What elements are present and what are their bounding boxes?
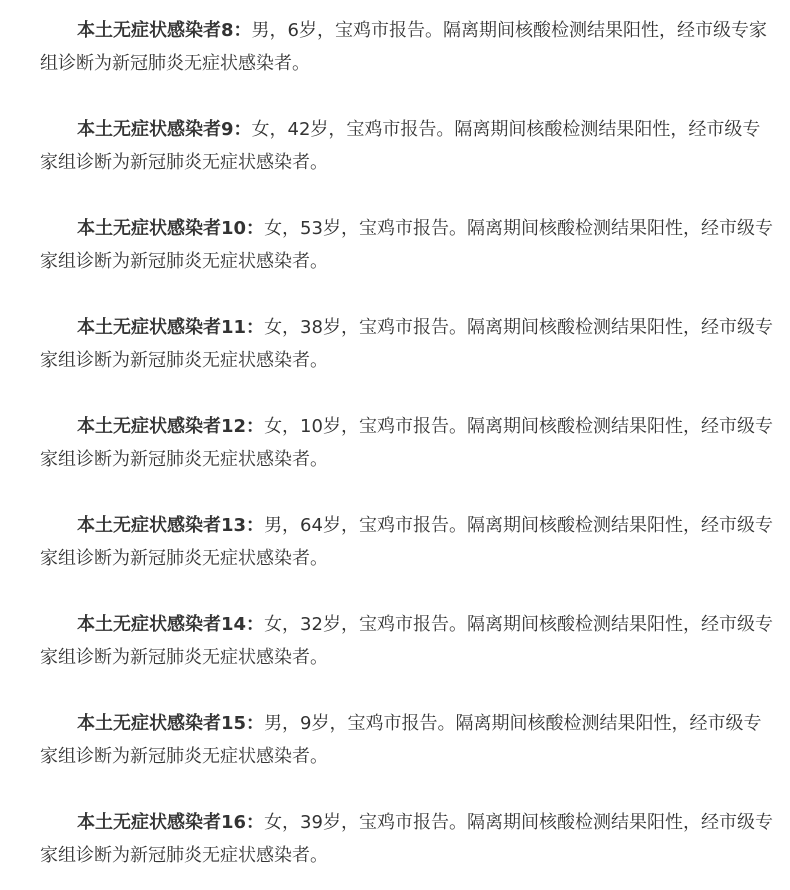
- case-paragraph: [40, 806, 775, 872]
- case-paragraph: [40, 707, 775, 773]
- case-paragraph: [40, 14, 775, 80]
- case-text: 女，39岁，宝鸡市报告。隔离期间核酸检测结果阳性，经市级专家组诊断为新冠肺炎无症状感染者。: [40, 812, 773, 866]
- case-text: 男，6岁，宝鸡市报告。隔离期间核酸检测结果阳性，经市级专家组诊断为新冠肺炎无症状感染者。: [40, 20, 767, 74]
- case-paragraph: [40, 608, 775, 674]
- case-label: 本土无症状感染者9：: [77, 119, 252, 140]
- case-label: 本土无症状感染者10：: [77, 218, 265, 239]
- case-paragraph: [40, 410, 775, 476]
- case-text: 女，38岁，宝鸡市报告。隔离期间核酸检测结果阳性，经市级专家组诊断为新冠肺炎无症状感染者。: [40, 317, 773, 371]
- case-text: 女，42岁，宝鸡市报告。隔离期间核酸检测结果阳性，经市级专家组诊断为新冠肺炎无症状感染者。: [40, 119, 761, 173]
- case-text: 女，53岁，宝鸡市报告。隔离期间核酸检测结果阳性，经市级专家组诊断为新冠肺炎无症状感染者。: [40, 218, 773, 272]
- case-text: 女，32岁，宝鸡市报告。隔离期间核酸检测结果阳性，经市级专家组诊断为新冠肺炎无症状感染者。: [40, 614, 773, 668]
- case-label: 本土无症状感染者14：: [77, 614, 265, 635]
- case-paragraph: [40, 113, 775, 179]
- case-label: 本土无症状感染者12：: [77, 416, 265, 437]
- case-text: 女，10岁，宝鸡市报告。隔离期间核酸检测结果阳性，经市级专家组诊断为新冠肺炎无症状感染者。: [40, 416, 773, 470]
- case-label: 本土无症状感染者15：: [77, 713, 265, 734]
- case-label: 本土无症状感染者11：: [77, 317, 265, 338]
- case-text: 男，9岁，宝鸡市报告。隔离期间核酸检测结果阳性，经市级专家组诊断为新冠肺炎无症状感染者。: [40, 713, 762, 767]
- case-label: 本土无症状感染者8：: [77, 20, 252, 41]
- case-paragraph: [40, 212, 775, 278]
- case-paragraph: [40, 509, 775, 575]
- case-label: 本土无症状感染者13：: [77, 515, 265, 536]
- case-label: 本土无症状感染者16：: [77, 812, 265, 833]
- case-paragraph: [40, 311, 775, 377]
- case-text: 男，64岁，宝鸡市报告。隔离期间核酸检测结果阳性，经市级专家组诊断为新冠肺炎无症状感染者。: [40, 515, 773, 569]
